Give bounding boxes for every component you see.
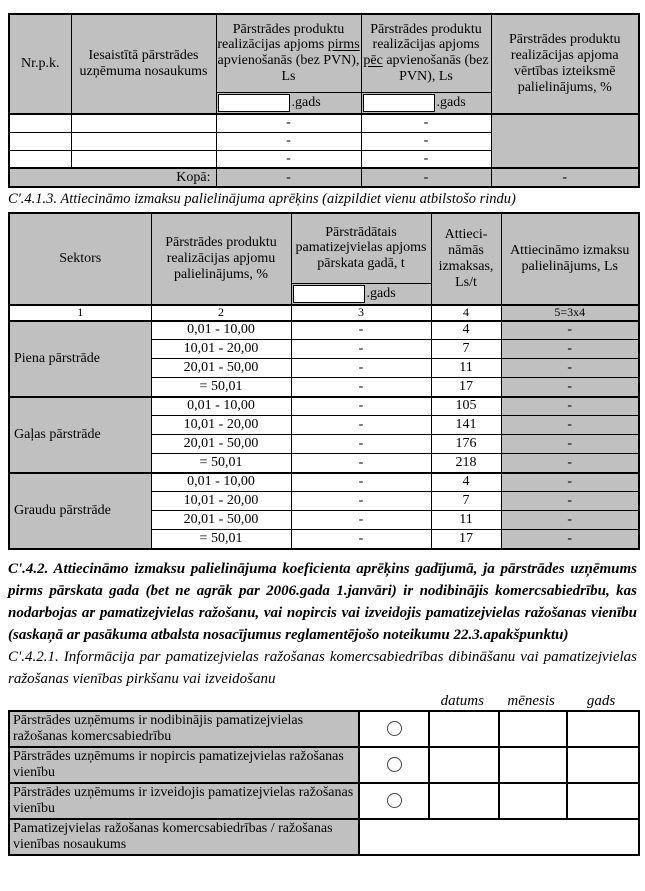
sector-cell: Piena pārstrāde <box>9 321 151 397</box>
date-gads-cell[interactable] <box>567 711 639 747</box>
year-input[interactable] <box>218 94 290 112</box>
date-datums-cell[interactable] <box>429 747 499 783</box>
t1-nr-cell[interactable] <box>9 114 71 132</box>
col-number: 3 <box>291 305 431 321</box>
col-number: 5=3x4 <box>501 305 639 321</box>
volume-cell: - <box>291 397 431 416</box>
t2-col3-header: Pārstrādātais pamatizejvielas apjoms pārskata gadā, t <box>291 213 431 283</box>
t3-row3-label: Pārstrādes uzņēmums ir izveidojis pamatizejvielas ražošanas vienību <box>9 783 359 819</box>
paragraph-c42: C'.4.2. Attiecināmo izmaksu palielinājuma koeficienta aprēķins gadījumā, ja pārstrādes uzņēmums pirms pārskata gada (bet ne agrāk par 2006.gada 1.janvāri) ir nodibinājis komercsabiedrību, kas nodarbojas ar pamatizejvielas ražošanu, vai nopircis vai izveidojis pamatizejvielas ražošanas vienību (saskaņā ar pasākuma atbalsta nosacījumus reglamentējošo noteikumu 22.3.apakšpunktu) <box>8 560 637 643</box>
t3-row4-label: Pamatizejvielas ražošanas komercsabiedrības / ražošanas vienības nosaukums <box>9 819 359 855</box>
date-gads-cell[interactable] <box>567 747 639 783</box>
t1-name-cell[interactable] <box>71 150 216 168</box>
cost-cell: 176 <box>431 435 501 454</box>
dash-cell: - <box>216 150 361 168</box>
gads-label: .gads <box>436 94 466 110</box>
t1-col4-header-rest: apvienošanās (bez PVN), Ls <box>386 53 489 85</box>
date-menesis-cell[interactable] <box>499 747 567 783</box>
date-gads-cell[interactable] <box>567 783 639 819</box>
col-number: 2 <box>151 305 291 321</box>
range-cell: 0,01 - 10,00 <box>151 397 291 416</box>
t1-nr-cell[interactable] <box>9 150 71 168</box>
underlined-word: pēc <box>363 53 383 69</box>
t2-col5-header: Attiecināmo izmaksu palielinājums, Ls <box>501 213 639 305</box>
cost-cell: 11 <box>431 359 501 378</box>
range-cell: = 50,01 <box>151 378 291 397</box>
cost-cell: 141 <box>431 416 501 435</box>
dash-cell: - <box>501 454 639 473</box>
t1-col3-header <box>216 14 361 92</box>
date-header-gads: gads <box>586 692 616 709</box>
range-cell: 10,01 - 20,00 <box>151 492 291 511</box>
t1-col1-header: Nr.p.k. <box>9 14 71 114</box>
t1-name-cell[interactable] <box>71 114 216 132</box>
dash-cell: - <box>501 435 639 454</box>
dash-cell: - <box>216 168 361 187</box>
t1-col3-header-text: Pārstrādes produktu realizācijas apjoms <box>217 21 345 53</box>
cost-cell: 11 <box>431 511 501 530</box>
dash-cell: - <box>501 378 639 397</box>
volume-cell: - <box>291 435 431 454</box>
cost-cell: 17 <box>431 530 501 549</box>
range-cell: 0,01 - 10,00 <box>151 473 291 492</box>
cost-cell: 7 <box>431 492 501 511</box>
radio-button[interactable] <box>387 793 402 808</box>
t1-total-label: Kopā: <box>9 168 216 187</box>
date-datums-cell[interactable] <box>429 711 499 747</box>
caption-c413: C'.4.1.3. Attiecināmo izmaksu palielinājuma aprēķins (aizpildiet vienu atbilstošo rindu) <box>8 191 516 207</box>
underlined-word: pirms <box>327 37 360 53</box>
dash-cell: - <box>361 168 491 187</box>
date-datums-cell[interactable] <box>429 783 499 819</box>
range-cell: 10,01 - 20,00 <box>151 416 291 435</box>
dash-cell: - <box>501 359 639 378</box>
dash-cell: - <box>361 114 491 132</box>
volume-cell: - <box>291 378 431 397</box>
range-cell: 10,01 - 20,00 <box>151 340 291 359</box>
volume-cell: - <box>291 454 431 473</box>
t1-col5-header: Pārstrādes produktu realizācijas apjoma vērtības izteiksmē palielinājums, % <box>491 14 639 114</box>
col-number: 1 <box>9 305 151 321</box>
dash-cell: - <box>361 150 491 168</box>
cost-increase-table <box>8 212 640 550</box>
t1-year-before-cell <box>216 92 361 114</box>
dash-cell: - <box>501 511 639 530</box>
t2-year-cell <box>291 283 431 305</box>
merger-sales-table <box>8 13 640 188</box>
sector-cell: Gaļas pārstrāde <box>9 397 151 473</box>
t3-row2-label: Pārstrādes uzņēmums ir nopircis pamatizejvielas ražošanas vienību <box>9 747 359 783</box>
dash-cell: - <box>501 473 639 492</box>
t1-col2-header: Iesaistītā pārstrādes uzņēmuma nosaukums <box>71 14 216 114</box>
dash-cell: - <box>501 397 639 416</box>
gads-label: .gads <box>366 285 396 301</box>
t2-col1-header: Sektors <box>9 213 151 305</box>
sector-cell: Graudu pārstrāde <box>9 473 151 549</box>
volume-cell: - <box>291 492 431 511</box>
t3-row1-label: Pārstrādes uzņēmums ir nodibinājis pamatizejvielas ražošanas komercsabiedrību <box>9 711 359 747</box>
t1-col3-header-rest: apvienošanās (bez PVN), Ls <box>217 53 360 85</box>
establishment-info-table <box>8 710 640 856</box>
volume-cell: - <box>291 359 431 378</box>
volume-cell: - <box>291 416 431 435</box>
t2-col4-header: Attieci-nāmās izmaksas, Ls/t <box>431 213 501 305</box>
t3-row3-radio-cell <box>359 783 429 819</box>
range-cell: 20,01 - 50,00 <box>151 359 291 378</box>
year-input[interactable] <box>293 285 365 303</box>
gads-label: .gads <box>291 94 321 110</box>
volume-cell: - <box>291 321 431 340</box>
volume-cell: - <box>291 473 431 492</box>
dash-cell: - <box>216 114 361 132</box>
t3-row2-radio-cell <box>359 747 429 783</box>
t2-col2-header: Pārstrādes produktu realizācijas apjomu palielinājums, % <box>151 213 291 305</box>
t1-name-cell[interactable] <box>71 132 216 150</box>
range-cell: = 50,01 <box>151 530 291 549</box>
dash-cell: - <box>216 132 361 150</box>
volume-cell: - <box>291 340 431 359</box>
dash-cell: - <box>501 492 639 511</box>
cost-cell: 17 <box>431 378 501 397</box>
cost-cell: 4 <box>431 473 501 492</box>
cost-cell: 4 <box>431 321 501 340</box>
company-name-input-cell[interactable] <box>359 819 639 855</box>
range-cell: 20,01 - 50,00 <box>151 511 291 530</box>
date-header-menesis: mēnesis <box>507 692 555 709</box>
t1-col4-header <box>361 14 491 92</box>
t1-increase-merged-cell <box>491 114 639 168</box>
t1-nr-cell[interactable] <box>9 132 71 150</box>
volume-cell: - <box>291 530 431 549</box>
dash-cell: - <box>491 168 639 187</box>
range-cell: = 50,01 <box>151 454 291 473</box>
cost-cell: 105 <box>431 397 501 416</box>
cost-cell: 218 <box>431 454 501 473</box>
date-header-row <box>8 691 637 710</box>
dash-cell: - <box>361 132 491 150</box>
date-header-datums: datums <box>440 692 484 709</box>
dash-cell: - <box>501 340 639 359</box>
dash-cell: - <box>501 321 639 340</box>
paragraph-c421: C'.4.2.1. Informācija par pamatizejvielas ražošanas komercsabiedrības dibināšanu vai pamatizejvielas ražošanas vienības pirkšanu vai izveidošanu <box>8 648 637 687</box>
dash-cell: - <box>501 530 639 549</box>
date-menesis-cell[interactable] <box>499 711 567 747</box>
radio-button[interactable] <box>387 757 402 772</box>
t1-col4-header-text: Pārstrādes produktu realizācijas apjoms <box>370 21 482 53</box>
dash-cell: - <box>501 416 639 435</box>
t1-year-after-cell <box>361 92 491 114</box>
volume-cell: - <box>291 511 431 530</box>
year-input[interactable] <box>363 94 435 112</box>
cost-cell: 7 <box>431 340 501 359</box>
date-menesis-cell[interactable] <box>499 783 567 819</box>
t3-row1-radio-cell <box>359 711 429 747</box>
col-number: 4 <box>431 305 501 321</box>
range-cell: 20,01 - 50,00 <box>151 435 291 454</box>
radio-button[interactable] <box>387 721 402 736</box>
range-cell: 0,01 - 10,00 <box>151 321 291 340</box>
